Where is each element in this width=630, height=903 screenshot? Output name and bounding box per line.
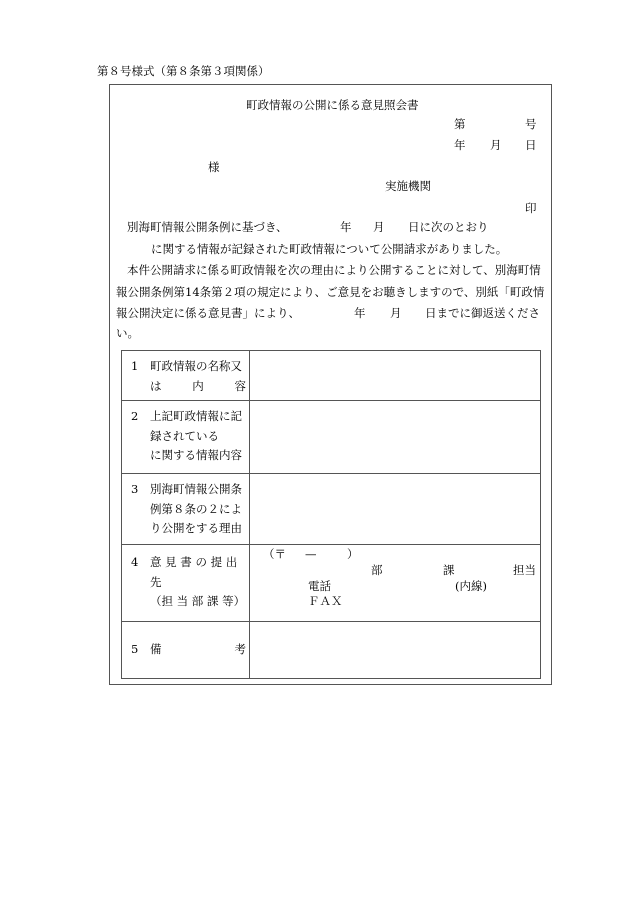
date-day: 日 [525,138,537,152]
row-label-line: 上記町政情報に記 [150,409,242,423]
body-line-5a: 報公開決定に係る意見書」により、 [116,306,300,320]
row-label-line: り公開をする理由 [150,521,242,535]
row-label-line: 例第８条の２によ [150,501,242,516]
body-line-6: い。 [116,326,139,340]
table-row [122,401,541,474]
row-number: 2 [131,409,139,423]
body-line-1-rest: 日に次のとおり [408,220,489,234]
date-year: 年 [454,138,466,152]
inquiry-table [121,350,541,679]
doc-number-suffix: 号 [525,117,537,131]
row-label [122,401,250,474]
table-row [122,622,541,679]
postal-close: ） [347,547,359,561]
postal-open: （〒 [263,547,286,561]
row-label-line: 意 見 書 の 提 出 先 [150,555,238,589]
row-label-char: 考 [234,642,246,656]
body-line-5-month: 月 [390,306,402,320]
postal-dash: — [305,547,317,561]
row-label-char: 備 [150,642,162,656]
body-line-1a: 別海町情報公開条例に基づき、 [127,220,288,234]
row-number: 5 [131,642,139,656]
body-line-2: に関する情報が記録された町政情報について公開請求がありました。 [151,242,508,256]
fax-label: ＦＡＸ [308,594,343,608]
extension-label: (内線) [455,579,487,593]
row-label [122,474,250,545]
row-value-cell[interactable] [250,474,541,545]
section-label: 課 [443,563,455,577]
row-label-line: 町政情報の名称又 [150,359,242,373]
addressee-sama: 様 [208,160,220,174]
row-number: 1 [131,359,139,373]
department-label: 部 [371,563,383,577]
body-line-4: 報公開条例第14条第２項の規定により、ご意見をお聴きしますので、別紙「町政情 [116,285,545,299]
row-label-line: 録されている [150,428,219,443]
form-number: 第８号様式（第８条第３項関係） [97,64,270,78]
phone-label: 電話 [308,579,331,593]
submission-contact-cell[interactable] [250,545,541,622]
row-number: 3 [131,482,139,496]
body-line-1-year: 年 [340,220,352,234]
date-month: 月 [490,138,502,152]
table-row [122,545,541,622]
body-line-5-year: 年 [354,306,366,320]
row-label [122,351,250,401]
table-row [122,474,541,545]
doc-number-prefix: 第 [454,117,466,131]
body-line-1-month: 月 [373,220,385,234]
person-in-charge-label: 担当 [513,563,536,577]
row-label [122,545,250,622]
row-label-char: 容 [234,378,246,393]
row-label-char: は [150,378,162,393]
table-row [122,351,541,401]
row-label-line: に関する情報内容 [150,448,242,462]
row-label-line: （担 当 部 課 等） [150,594,246,608]
row-number: 4 [131,555,139,569]
row-value-cell[interactable] [250,401,541,474]
row-label [122,622,250,679]
seal-mark: 印 [525,201,537,215]
document-title: 町政情報の公開に係る意見照会書 [246,98,419,112]
row-label-line: 別海町情報公開条 [150,482,242,496]
implementing-agency: 実施機関 [385,179,431,193]
remarks-cell[interactable] [250,622,541,679]
body-line-3: 本件公開請求に係る町政情報を次の理由により公開することに対して、別海町情 [127,263,541,277]
body-line-5-rest: 日までに御返送くださ [425,306,540,320]
row-value-cell[interactable] [250,351,541,401]
row-label-char: 内 [192,378,204,393]
